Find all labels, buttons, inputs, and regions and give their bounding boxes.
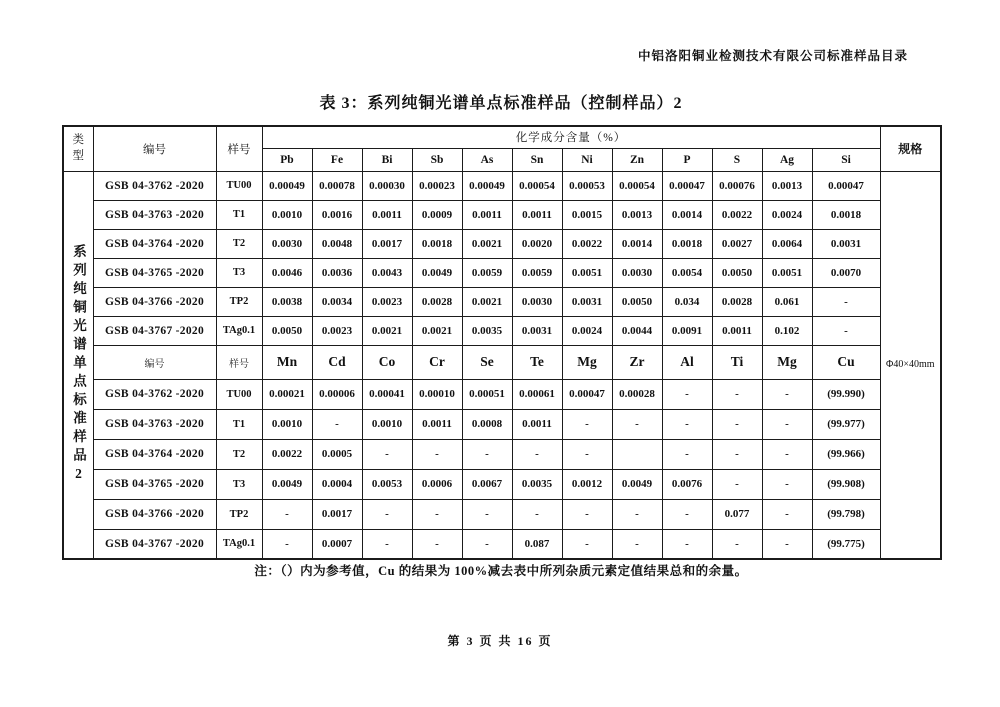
table-row <box>63 409 941 439</box>
col-header-sample: 样号 <box>216 126 262 171</box>
value-cell: - <box>312 409 362 439</box>
value-cell: 0.0018 <box>812 200 880 229</box>
value-cell: - <box>512 439 562 469</box>
value-cell: 0.00078 <box>312 171 362 200</box>
element-header: Te <box>512 345 562 379</box>
value-cell: 0.0030 <box>262 229 312 258</box>
sample-cell: TP2 <box>216 287 262 316</box>
row-id-cell: GSB 04-3767 -2020 <box>93 316 216 345</box>
value-cell: - <box>762 529 812 559</box>
value-cell: 0.102 <box>762 316 812 345</box>
value-cell: 0.0011 <box>712 316 762 345</box>
header-row-1 <box>63 126 941 148</box>
sample-cell: T2 <box>216 229 262 258</box>
value-cell: 0.0038 <box>262 287 312 316</box>
value-cell: 0.00061 <box>512 379 562 409</box>
value-cell: 0.0031 <box>512 316 562 345</box>
value-cell: 0.0021 <box>462 229 512 258</box>
value-cell: 0.0009 <box>412 200 462 229</box>
value-cell: 0.0043 <box>362 258 412 287</box>
value-cell: (99.977) <box>812 409 880 439</box>
row-id-cell: GSB 04-3766 -2020 <box>93 287 216 316</box>
value-cell: 0.0028 <box>712 287 762 316</box>
value-cell: 0.00047 <box>562 379 612 409</box>
value-cell: - <box>512 499 562 529</box>
col-header-chemistry: 化学成分含量（%） <box>262 126 880 148</box>
value-cell: 0.0054 <box>662 258 712 287</box>
value-cell: - <box>362 439 412 469</box>
value-cell: 0.0014 <box>612 229 662 258</box>
value-cell: 0.0011 <box>512 200 562 229</box>
value-cell: 0.0013 <box>762 171 812 200</box>
table-row <box>63 499 941 529</box>
table-row <box>63 258 941 287</box>
value-cell: 0.0050 <box>262 316 312 345</box>
standard-sample-table-wrap <box>62 125 942 560</box>
element-header: Sb <box>412 148 462 171</box>
table-row <box>63 469 941 499</box>
value-cell: - <box>662 499 712 529</box>
value-cell: 0.0030 <box>612 258 662 287</box>
value-cell: 0.0031 <box>812 229 880 258</box>
col-header-type <box>63 126 93 171</box>
value-cell: - <box>712 379 762 409</box>
element-header: Fe <box>312 148 362 171</box>
value-cell: 0.0028 <box>412 287 462 316</box>
value-cell: 0.00047 <box>662 171 712 200</box>
element-header: Cd <box>312 345 362 379</box>
element-header: Pb <box>262 148 312 171</box>
row-id-cell: GSB 04-3762 -2020 <box>93 379 216 409</box>
value-cell: - <box>562 439 612 469</box>
value-cell: 0.0050 <box>612 287 662 316</box>
value-cell: (99.798) <box>812 499 880 529</box>
element-header: P <box>662 148 712 171</box>
value-cell: - <box>762 409 812 439</box>
value-cell: 0.00030 <box>362 171 412 200</box>
value-cell: - <box>662 379 712 409</box>
element-header: Zn <box>612 148 662 171</box>
element-header: Bi <box>362 148 412 171</box>
sample-cell: TU00 <box>216 379 262 409</box>
table-row <box>63 439 941 469</box>
row-id-cell: GSB 04-3767 -2020 <box>93 529 216 559</box>
value-cell: - <box>262 529 312 559</box>
value-cell: - <box>562 529 612 559</box>
value-cell: 0.0010 <box>262 409 312 439</box>
value-cell: 0.0017 <box>362 229 412 258</box>
value-cell: (99.908) <box>812 469 880 499</box>
value-cell: - <box>562 499 612 529</box>
sample-cell: T3 <box>216 258 262 287</box>
value-cell: 0.0016 <box>312 200 362 229</box>
value-cell: 0.0015 <box>562 200 612 229</box>
value-cell: 0.0091 <box>662 316 712 345</box>
element-header: Sn <box>512 148 562 171</box>
value-cell: 0.0053 <box>362 469 412 499</box>
value-cell: 0.0021 <box>362 316 412 345</box>
value-cell: 0.0008 <box>462 409 512 439</box>
value-cell: 0.00023 <box>412 171 462 200</box>
value-cell: 0.0059 <box>512 258 562 287</box>
standard-sample-table <box>62 125 942 560</box>
value-cell: - <box>712 469 762 499</box>
value-cell: 0.0004 <box>312 469 362 499</box>
table-row <box>63 200 941 229</box>
value-cell: 0.0031 <box>562 287 612 316</box>
value-cell: 0.087 <box>512 529 562 559</box>
type-vertical-label: 系列纯铜光谱单点标准样品2 <box>71 243 86 486</box>
value-cell: - <box>612 499 662 529</box>
sample-cell: TAg0.1 <box>216 529 262 559</box>
element-header: Se <box>462 345 512 379</box>
table-footnote: 注：（）内为参考值，Cu 的结果为 100%减去表中所列杂质元素定值结果总和的余量。 <box>254 564 748 578</box>
value-cell: - <box>562 409 612 439</box>
value-cell: 0.0036 <box>312 258 362 287</box>
value-cell: 0.0035 <box>462 316 512 345</box>
value-cell: - <box>762 469 812 499</box>
value-cell: 0.00021 <box>262 379 312 409</box>
table-row <box>63 316 941 345</box>
value-cell: 0.0044 <box>612 316 662 345</box>
value-cell: 0.0048 <box>312 229 362 258</box>
value-cell: 0.0017 <box>312 499 362 529</box>
value-cell: - <box>812 316 880 345</box>
table-row <box>63 529 941 559</box>
value-cell: 0.0010 <box>262 200 312 229</box>
value-cell: 0.0011 <box>362 200 412 229</box>
table-row <box>63 171 941 200</box>
sample-cell: T1 <box>216 409 262 439</box>
value-cell: 0.0076 <box>662 469 712 499</box>
value-cell: - <box>712 529 762 559</box>
value-cell: - <box>462 529 512 559</box>
value-cell: - <box>762 379 812 409</box>
value-cell: 0.0022 <box>712 200 762 229</box>
sample-cell: T3 <box>216 469 262 499</box>
value-cell: 0.00028 <box>612 379 662 409</box>
spec-value: Φ40×40mm <box>886 359 935 371</box>
value-cell: 0.0018 <box>412 229 462 258</box>
value-cell: - <box>762 499 812 529</box>
value-cell: - <box>362 529 412 559</box>
value-cell: 0.00006 <box>312 379 362 409</box>
value-cell: - <box>462 499 512 529</box>
row-id-cell: GSB 04-3763 -2020 <box>93 200 216 229</box>
row-id-cell: GSB 04-3766 -2020 <box>93 499 216 529</box>
value-cell: 0.0022 <box>262 439 312 469</box>
value-cell: 0.0021 <box>462 287 512 316</box>
value-cell: 0.0011 <box>512 409 562 439</box>
element-header: S <box>712 148 762 171</box>
value-cell: - <box>762 439 812 469</box>
page-number: 第 3 页 共 16 页 <box>447 634 553 648</box>
value-cell: 0.0005 <box>312 439 362 469</box>
mid-col-header-id: 编号 <box>93 345 216 379</box>
table-row <box>63 287 941 316</box>
value-cell: (99.966) <box>812 439 880 469</box>
value-cell: - <box>412 529 462 559</box>
element-header: Ti <box>712 345 762 379</box>
value-cell <box>612 439 662 469</box>
value-cell: 0.0049 <box>612 469 662 499</box>
value-cell: 0.0051 <box>562 258 612 287</box>
value-cell: 0.0023 <box>312 316 362 345</box>
value-cell: 0.0023 <box>362 287 412 316</box>
sample-cell: TP2 <box>216 499 262 529</box>
value-cell: 0.0035 <box>512 469 562 499</box>
value-cell: 0.00053 <box>562 171 612 200</box>
value-cell: 0.00049 <box>262 171 312 200</box>
row-id-cell: GSB 04-3762 -2020 <box>93 171 216 200</box>
sample-cell: T1 <box>216 200 262 229</box>
sample-cell: TAg0.1 <box>216 316 262 345</box>
value-cell: - <box>412 499 462 529</box>
value-cell: - <box>812 287 880 316</box>
value-cell: 0.0024 <box>762 200 812 229</box>
value-cell: 0.0014 <box>662 200 712 229</box>
sample-cell: TU00 <box>216 171 262 200</box>
value-cell: - <box>412 439 462 469</box>
element-header: Co <box>362 345 412 379</box>
value-cell: - <box>262 499 312 529</box>
value-cell: 0.0046 <box>262 258 312 287</box>
value-cell: 0.0051 <box>762 258 812 287</box>
value-cell: 0.0020 <box>512 229 562 258</box>
type-cell <box>63 171 93 559</box>
value-cell: 0.00047 <box>812 171 880 200</box>
value-cell: - <box>462 439 512 469</box>
value-cell: 0.0064 <box>762 229 812 258</box>
header-row-elements-2 <box>63 345 941 379</box>
value-cell: 0.0024 <box>562 316 612 345</box>
table-title: 表 3：系列纯铜光谱单点标准样品（控制样品）2 <box>319 95 683 112</box>
value-cell: 0.0021 <box>412 316 462 345</box>
value-cell: 0.00049 <box>462 171 512 200</box>
value-cell: 0.0010 <box>362 409 412 439</box>
row-id-cell: GSB 04-3763 -2020 <box>93 409 216 439</box>
element-header: As <box>462 148 512 171</box>
row-id-cell: GSB 04-3764 -2020 <box>93 439 216 469</box>
col-header-id: 编号 <box>93 126 216 171</box>
element-header: Cr <box>412 345 462 379</box>
value-cell: 0.0011 <box>462 200 512 229</box>
value-cell: 0.00051 <box>462 379 512 409</box>
table-row <box>63 379 941 409</box>
element-header: Zr <box>612 345 662 379</box>
element-header: Mg <box>562 345 612 379</box>
value-cell: - <box>362 499 412 529</box>
value-cell: - <box>662 409 712 439</box>
value-cell: - <box>712 439 762 469</box>
element-header: Mn <box>262 345 312 379</box>
value-cell: 0.00054 <box>512 171 562 200</box>
value-cell: 0.0049 <box>262 469 312 499</box>
value-cell: 0.0012 <box>562 469 612 499</box>
value-cell: 0.00054 <box>612 171 662 200</box>
value-cell: (99.990) <box>812 379 880 409</box>
value-cell: 0.077 <box>712 499 762 529</box>
col-header-spec: 规格 <box>880 126 941 171</box>
sample-cell: T2 <box>216 439 262 469</box>
value-cell: 0.0034 <box>312 287 362 316</box>
value-cell: (99.775) <box>812 529 880 559</box>
row-id-cell: GSB 04-3765 -2020 <box>93 469 216 499</box>
value-cell: 0.0049 <box>412 258 462 287</box>
value-cell: - <box>662 529 712 559</box>
value-cell: 0.034 <box>662 287 712 316</box>
element-header: Ag <box>762 148 812 171</box>
value-cell: 0.0013 <box>612 200 662 229</box>
value-cell: 0.0006 <box>412 469 462 499</box>
col-header-type-label: 类型 <box>72 134 84 162</box>
value-cell: 0.0070 <box>812 258 880 287</box>
value-cell: 0.0030 <box>512 287 562 316</box>
row-id-cell: GSB 04-3764 -2020 <box>93 229 216 258</box>
value-cell: - <box>612 409 662 439</box>
value-cell: 0.0018 <box>662 229 712 258</box>
value-cell: 0.0007 <box>312 529 362 559</box>
element-header: Cu <box>812 345 880 379</box>
value-cell: 0.0067 <box>462 469 512 499</box>
value-cell: 0.0027 <box>712 229 762 258</box>
value-cell: 0.0022 <box>562 229 612 258</box>
value-cell: 0.00076 <box>712 171 762 200</box>
value-cell: 0.0011 <box>412 409 462 439</box>
value-cell: 0.0059 <box>462 258 512 287</box>
value-cell: 0.061 <box>762 287 812 316</box>
spec-cell <box>880 171 941 559</box>
value-cell: - <box>712 409 762 439</box>
row-id-cell: GSB 04-3765 -2020 <box>93 258 216 287</box>
table-row <box>63 229 941 258</box>
value-cell: - <box>662 439 712 469</box>
value-cell: 0.00041 <box>362 379 412 409</box>
element-header: Ni <box>562 148 612 171</box>
page-header-company: 中铝洛阳铜业检测技术有限公司标准样品目录 <box>637 49 908 63</box>
value-cell: - <box>612 529 662 559</box>
element-header: Al <box>662 345 712 379</box>
value-cell: 0.0050 <box>712 258 762 287</box>
element-header: Mg <box>762 345 812 379</box>
mid-col-header-sample: 样号 <box>216 345 262 379</box>
value-cell: 0.00010 <box>412 379 462 409</box>
element-header: Si <box>812 148 880 171</box>
